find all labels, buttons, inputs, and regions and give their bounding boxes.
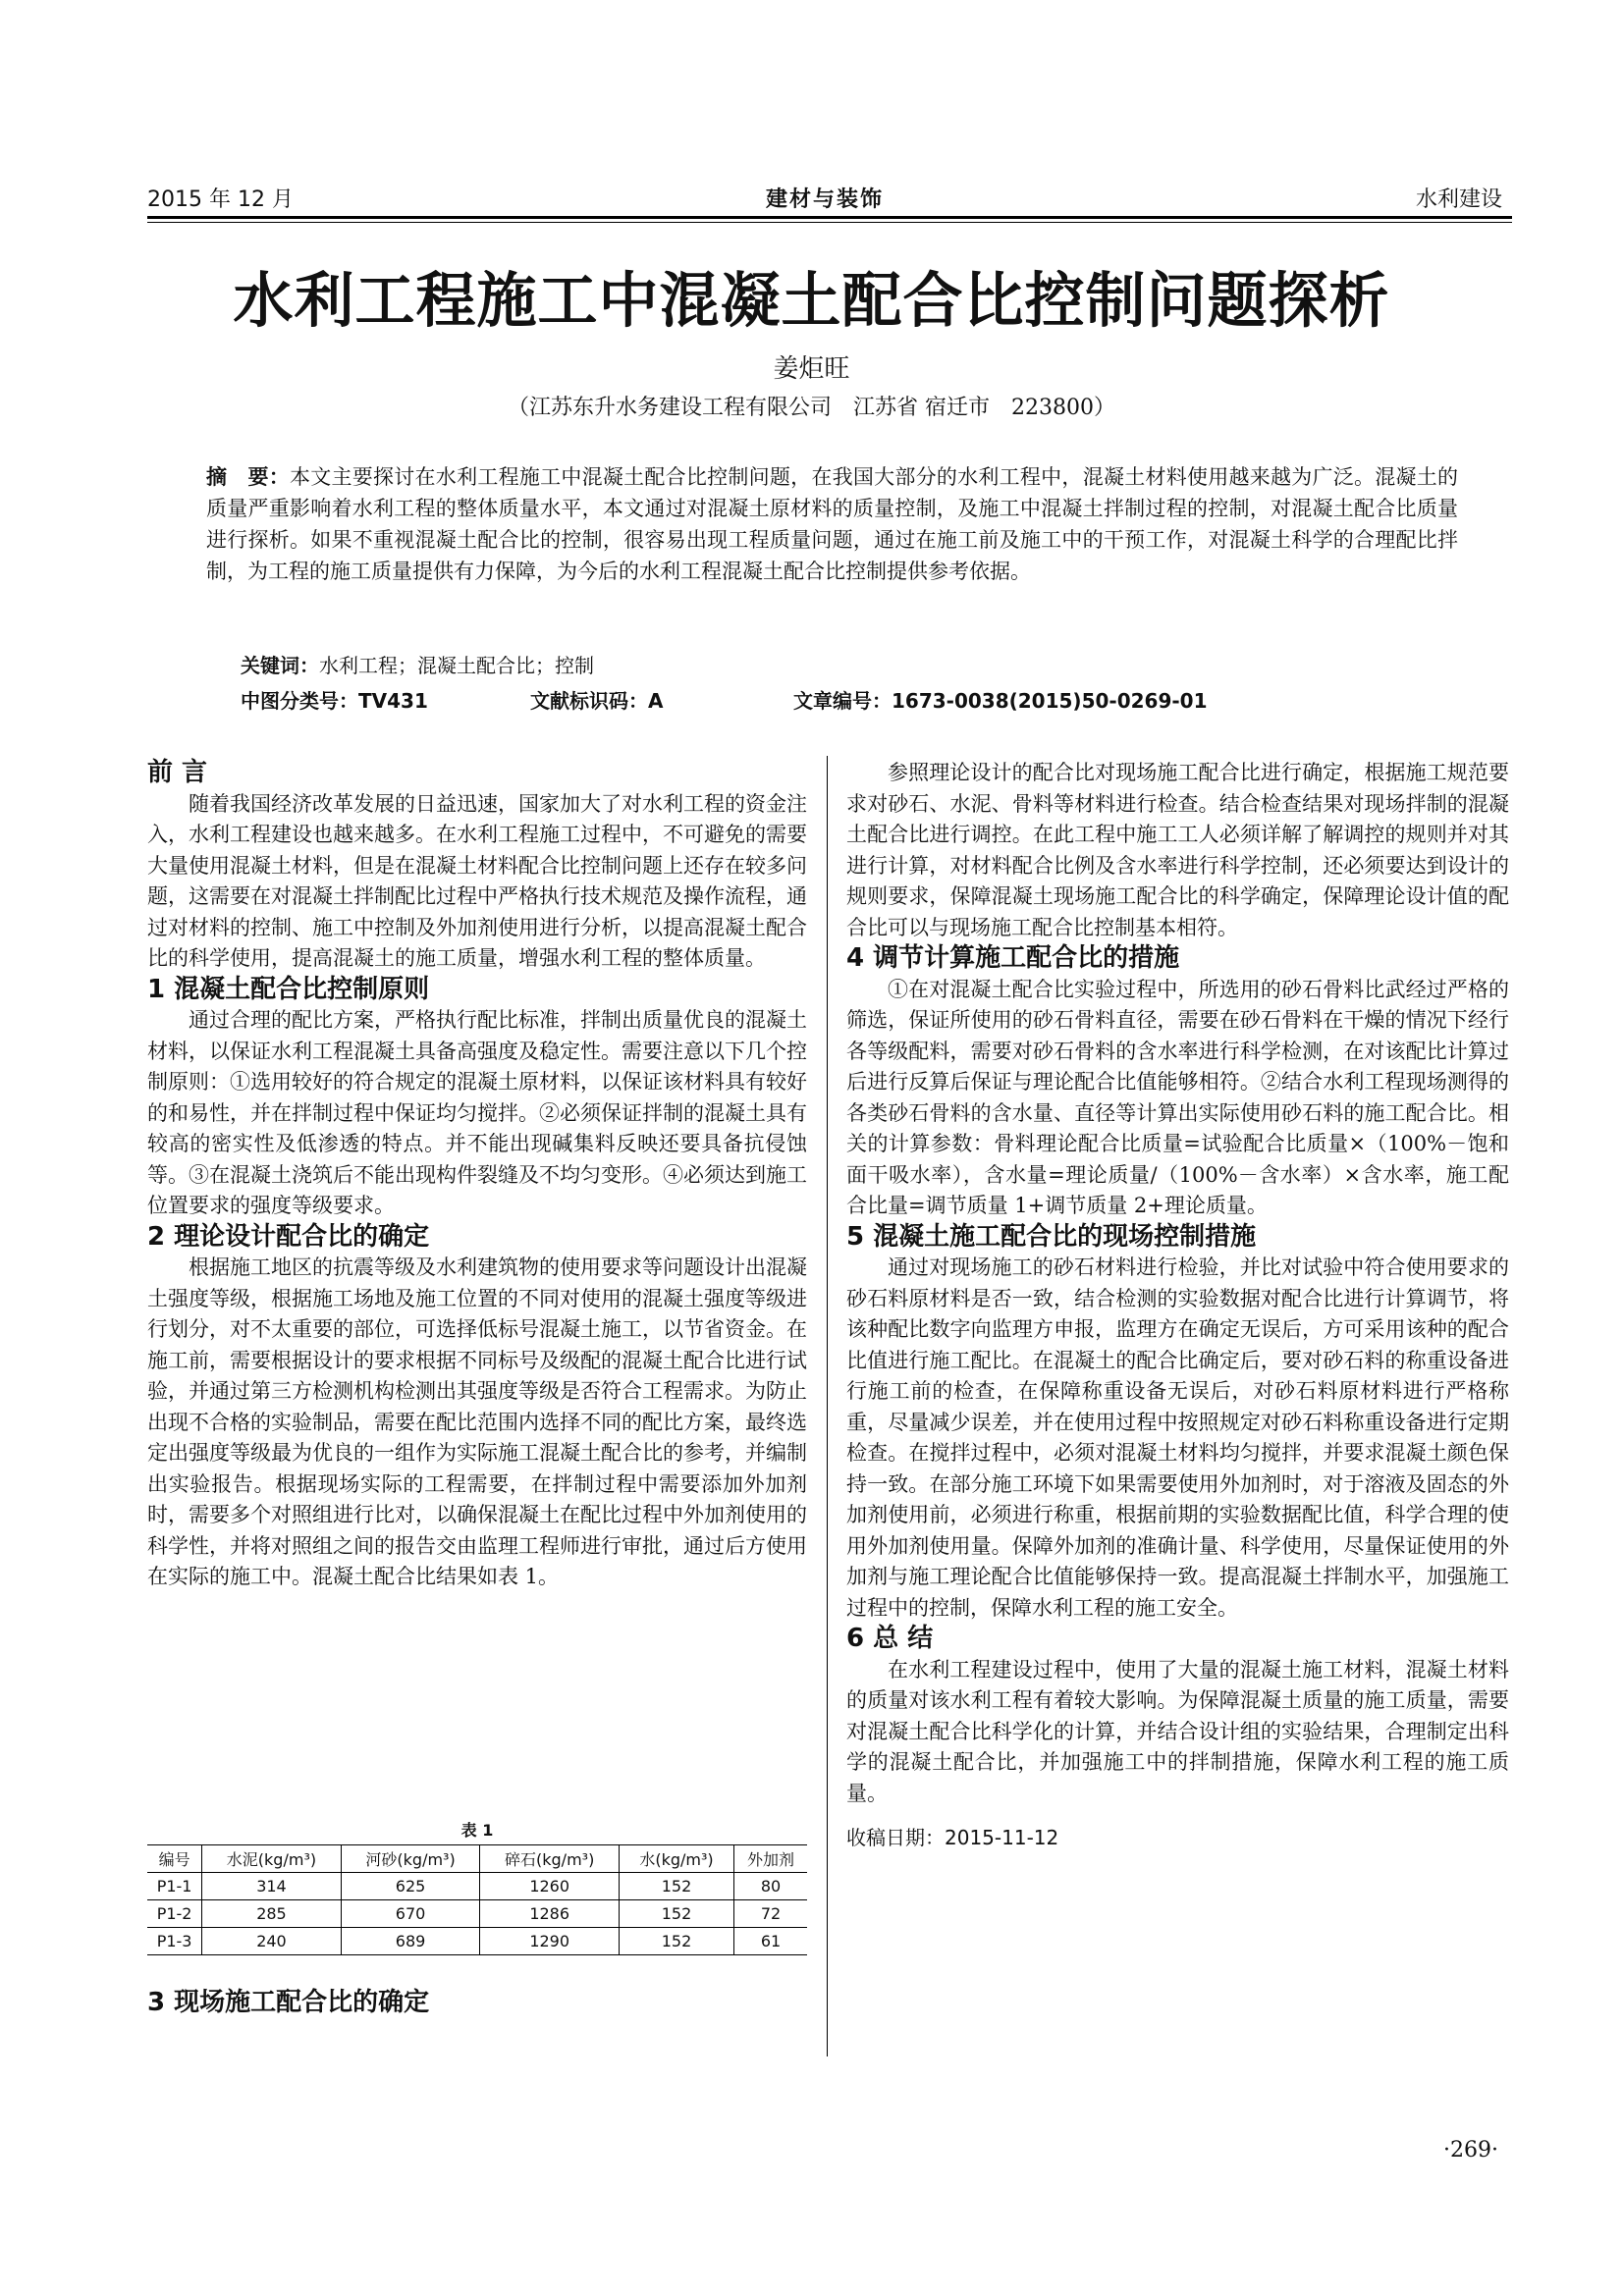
affiliation: （江苏东升水务建设工程有限公司 江苏省 宿迁市 223800） bbox=[508, 396, 1115, 420]
received-date: 收稿日期：2015-11-12 bbox=[846, 1826, 1059, 1849]
page-number: ·269· bbox=[1443, 2138, 1498, 2163]
document-code: 文献标识码：A bbox=[530, 689, 664, 713]
section-4-heading: 4 调节计算施工配合比的措施 bbox=[846, 943, 1180, 973]
clc-number: 中图分类号：TV431 bbox=[241, 689, 428, 713]
section-6-paragraph: 在水利工程建设过程中，使用了大量的混凝土施工材料，混凝土材料的质量对该水利工程有着较大影响。为保障混凝土质量的施工质量，需要对混凝土配合比科学化的计算，并结合设计组的实验结果，合理制定出科学的混凝土配合比，并加强施工中的拌制措施，保障水利工程的施工质量。 bbox=[846, 1657, 1509, 1805]
abstract-text: 本文主要探讨在水利工程施工中混凝土配合比控制问题，在我国大部分的水利工程中，混凝土材料使用越来越为广泛。混凝土的质量严重影响着水利工程的整体质量水平，本文通过对混凝土原材料的质量控制，及施工中混凝土拌制过程的控制，对混凝土配合比质量进行探析。如果不重视混凝土配合比的控制，很容易出现工程质量问题，通过在施工前及施工中的干预工作，对混凝土科学的合理配比拌制，为工程的施工质量提供有力保障，为今后的水利工程混凝土配合比控制提供参考依据。 bbox=[206, 465, 1459, 583]
abstract bbox=[206, 461, 1458, 587]
left-column-bottom bbox=[147, 1988, 807, 2019]
table-1 bbox=[147, 1818, 807, 1955]
section-2-paragraph: 根据施工地区的抗震等级及水利建筑物的使用要求等问题设计出混凝土强度等级，根据施工场地及施工位置的不同对使用的混凝土强度等级进行划分，对不太重要的部位，可选择低标号混凝土施工，以节省资金。在施工前，需要根据设计的要求根据不同标号及级配的混凝土配合比进行试验，并通过第三方检测机构检测出其强度等级是否符合工程需求。为防止出现不合格的实验制品，需要在配比范围内选择不同的配比方案，最终选定出强度等级最为优良的一组作为实际施工混凝土配合比的参考，并编制出实验报告。根据现场实际的工程需要，在拌制过程中需要添加外加剂时，需要多个对照组进行比对，以确保混凝土在配比过程中外加剂使用的科学性，并将对照组之间的报告交由监理工程师进行审批，通过后方使用在实际的施工中。混凝土配合比结果如表 1。 bbox=[147, 1255, 807, 1588]
paper-title: 水利工程施工中混凝土配合比控制问题探析 bbox=[233, 266, 1390, 336]
intro-paragraph: 随着我国经济改革发展的日益迅速，国家加大了对水利工程的资金注入，水利工程建设也越来越多。在水利工程施工过程中，不可避免的需要大量使用混凝土材料，但是在混凝土材料配合比控制问题上还存在较多问题，这需要在对混凝土拌制配比过程中严格执行技术规范及操作流程，通过对材料的控制、施工中控制及外加剂使用进行分析，以提高混凝土配合比的科学使用，提高混凝土的施工质量，增强水利工程的整体质量。 bbox=[147, 791, 807, 970]
header-rule-thin bbox=[147, 222, 1512, 223]
right-column bbox=[846, 758, 1509, 1854]
section-4-paragraph: ①在对混凝土配合比实验过程中，所选用的砂石骨料比武经过严格的筛选，保证所使用的砂石骨料直径，需要在砂石骨料在干燥的情况下经行各等级配料，需要对砂石骨料的含水率进行科学检测，在对该配比计算过后进行反算后保证与理论配合比值能够相符。②结合水利工程现场测得的各类砂石骨料的含水量、直径等计算出实际使用砂石料的施工配合比。相关的计算参数：骨料理论配合比质量=试验配合比质量×（100%－饱和面干吸水率），含水量=理论质量/（100%－含水率）×含水率，施工配合比量=调节质量 1+调节质量 2+理论质量。 bbox=[846, 977, 1509, 1217]
table-header: 河砂(kg/m³) bbox=[341, 1845, 480, 1873]
section-1-heading: 1 混凝土配合比控制原则 bbox=[147, 974, 430, 1004]
section-3-heading: 3 现场施工配合比的确定 bbox=[147, 1988, 430, 2017]
section-5-paragraph: 通过对现场施工的砂石材料进行检验，并比对试验中符合使用要求的砂石料原材料是否一致，结合检测的实验数据对配合比进行计算调节，将该种配比数字向监理方申报，监理方在确定无误后，方可采用该种的配合比值进行施工配比。在混凝土的配合比确定后，要对砂石料的称重设备进行施工前的检查，在保障称重设备无误后，对砂石料原材料进行严格称重，尽量减少误差，并在使用过程中按照规定对砂石料称重设备进行定期检查。在搅拌过程中，必须对混凝土材料均匀搅拌，并要求混凝土颜色保持一致。在部分施工环境下如果需要使用外加剂时，对于溶液及固态的外加剂使用前，必须进行称重，根据前期的实验数据配比值，科学合理的使用外加剂使用量。保障外加剂的准确计量、科学使用，尽量保证使用的外加剂与施工理论配合比值能够保持一致。提高混凝土拌制水平，加强施工过程中的控制，保障水利工程的施工安全。 bbox=[846, 1255, 1509, 1620]
header-date: 2015 年 12 月 bbox=[147, 187, 294, 212]
section-2-heading: 2 理论设计配合比的确定 bbox=[147, 1221, 430, 1252]
table-header: 水(kg/m³) bbox=[619, 1845, 733, 1873]
table-header: 外加剂 bbox=[734, 1845, 807, 1873]
table-row: P1-1 314 625 1260 152 80 bbox=[147, 1873, 807, 1900]
article-number: 文章编号：1673-0038(2015)50-0269-01 bbox=[793, 689, 1208, 713]
section-6-heading: 6 总 结 bbox=[846, 1624, 934, 1653]
keywords-text: 水利工程；混凝土配合比；控制 bbox=[319, 654, 594, 677]
header-section: 水利建设 bbox=[1415, 187, 1502, 212]
section-5-heading: 5 混凝土施工配合比的现场控制措施 bbox=[846, 1221, 1257, 1252]
keywords bbox=[241, 650, 594, 678]
header-journal: 建材与装饰 bbox=[765, 187, 884, 212]
abstract-label: 摘 要： bbox=[206, 465, 291, 489]
table-header: 碎石(kg/m³) bbox=[480, 1845, 620, 1873]
section-1-paragraph: 通过合理的配比方案，严格执行配比标准，拌制出质量优良的混凝土材料，以保证水利工程混凝土具备高强度及稳定性。需要注意以下几个控制原则：①选用较好的符合规定的混凝土原材料，以保证该材料具有较好的和易性，并在拌制过程中保证均匀搅拌。②必须保证拌制的混凝土具有较高的密实性及低渗透的特点。并不能出现碱集料反映还要具备抗侵蚀等。③在混凝土浇筑后不能出现构件裂缝及不均匀变形。④必须达到施工位置要求的强度等级要求。 bbox=[147, 1008, 807, 1217]
left-column bbox=[147, 758, 807, 1593]
table-row: P1-2 285 670 1286 152 72 bbox=[147, 1900, 807, 1928]
running-header bbox=[147, 183, 1502, 214]
column-divider bbox=[827, 756, 828, 2056]
table-row: P1-3 240 689 1290 152 61 bbox=[147, 1928, 807, 1955]
header-rule-thick bbox=[147, 216, 1512, 219]
mix-ratio-table bbox=[147, 1844, 807, 1955]
table-caption: 表 1 bbox=[460, 1821, 494, 1840]
author: 姜炬旺 bbox=[773, 354, 850, 384]
table-header: 水泥(kg/m³) bbox=[202, 1845, 342, 1873]
intro-heading: 前 言 bbox=[147, 758, 208, 787]
table-header: 编号 bbox=[147, 1845, 202, 1873]
keywords-label: 关键词： bbox=[241, 654, 319, 677]
section-3-paragraph: 参照理论设计的配合比对现场施工配合比进行确定，根据施工规范要求对砂石、水泥、骨料等材料进行检查。结合检查结果对现场拌制的混凝土配合比进行调控。在此工程中施工工人必须详解了解调控的规则并对其进行计算，对材料配合比例及含水率进行科学控制，还必须要达到设计的规则要求，保障混凝土现场施工配合比的科学确定，保障理论设计值的配合比可以与现场施工配合比控制基本相符。 bbox=[846, 761, 1509, 939]
